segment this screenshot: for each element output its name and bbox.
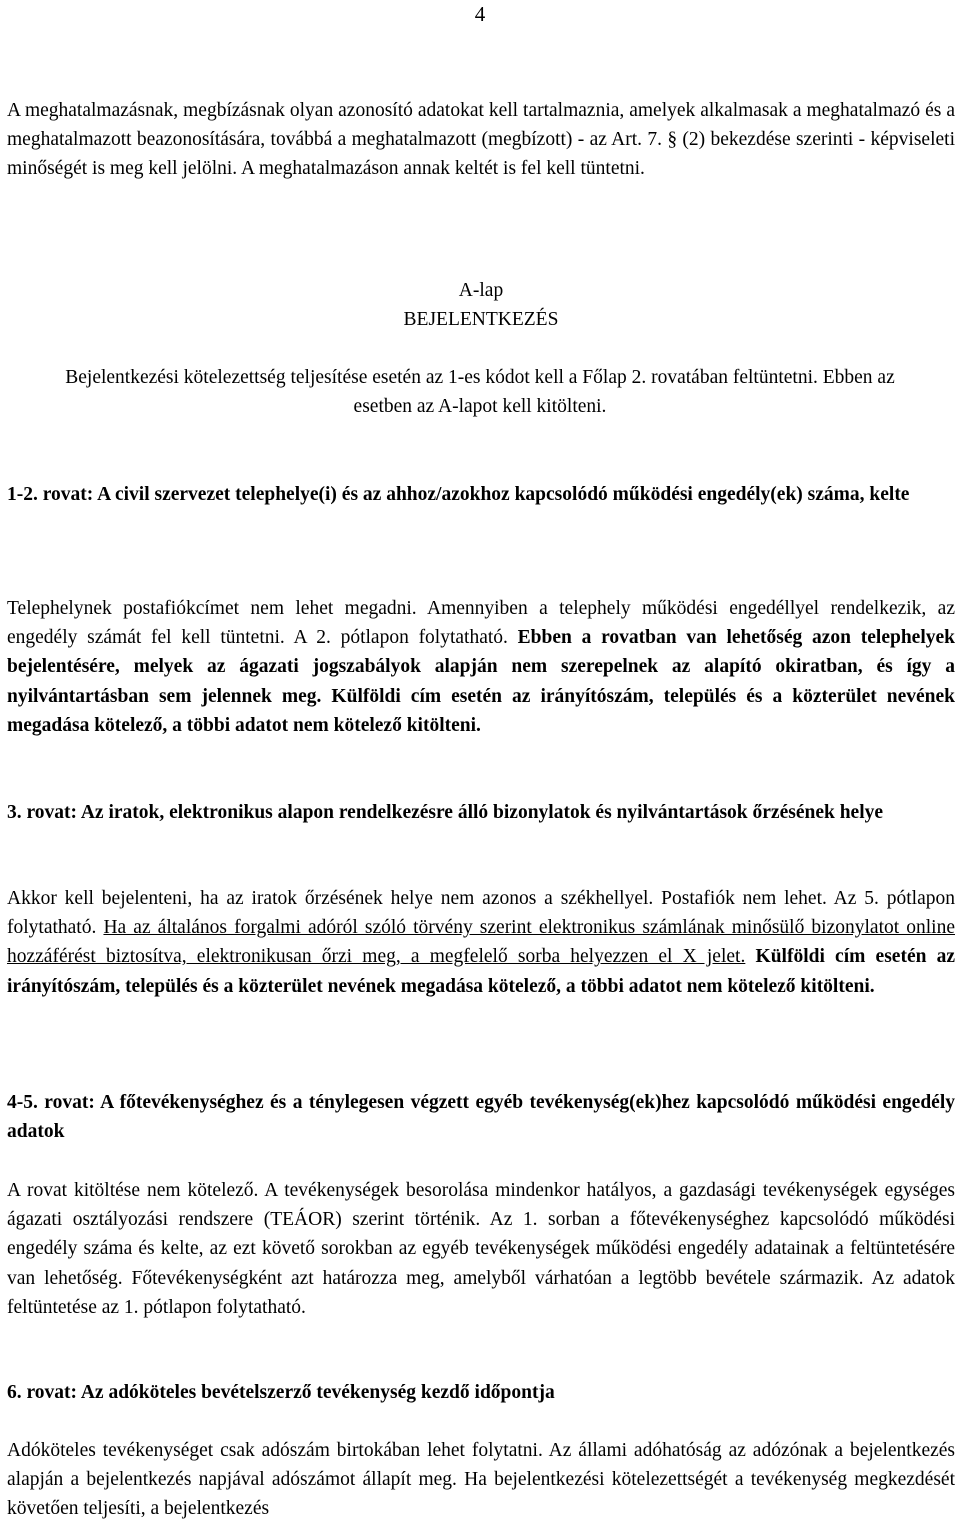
alap-title: A-lap: [458, 280, 504, 301]
alap-subtitle: BEJELENTKEZÉS: [403, 309, 559, 330]
paragraph-rovat-6: Adóköteles tevékenységet csak adószám birtokában lehet folytatni. Az állami adóhatóság az adózónak a bejelentkezés alapján a bejelentkezés napjával adószámot állapít meg. Ha bejelentkezési kötelezettségét a tevékenység megkezdését követően teljesíti, a bejelentkezés: [7, 1440, 955, 1520]
paragraph-rovat-1-2-bold: Ebben a rovatban van lehetőség azon telephelyek bejelentésére, melyek az ágazati jogszabályok alapján nem szerepelnek az alapító okiratban, és így a nyilvántartásban sem jelennek meg. Külföldi cím esetén az irányítószám, település és a közterület nevének megadása kötelező, a többi adatot nem kötelező kitölteni.: [7, 627, 955, 736]
heading-rovat-4-5: 4-5. rovat: A főtevékenységhez és a ténylegesen végzett egyéb tevékenység(ek)hez kapcsolódó működési engedély adatok: [7, 1092, 955, 1143]
paragraph-rovat-3: [7, 884, 955, 1001]
paragraph-rovat-1-2: [7, 594, 955, 740]
heading-rovat-3: 3. rovat: Az iratok, elektronikus alapon rendelkezésre álló bizonylatok és nyilvántartások őrzésének helye: [7, 802, 884, 823]
heading-rovat-6: 6. rovat: Az adóköteles bevételszerző tevékenység kezdő időpontja: [7, 1382, 555, 1403]
paragraph-rovat-4-5: A rovat kitöltése nem kötelező. A tevékenységek besorolása mindenkor hatályos, a gazdasági tevékenységek egységes ágazati osztályozási rendszere (TEÁOR) szerint történik. Az 1. sorban a főtevékenységhez kapcsolódó működési engedély száma és kelte, az ezt követő sorokban az egyéb tevékenységek működési engedély adatainak a feltüntetésére van lehetőség. Főtevékenységként azt határozza meg, amelyből várhatóan a legtöbb bevétele származik. Az adatok feltüntetése az 1. pótlapon folytatható.: [7, 1180, 955, 1318]
alap-text: Bejelentkezési kötelezettség teljesítése esetén az 1-es kódot kell a Főlap 2. rovatában feltüntetni. Ebben az esetben az A-lapot kell kitölteni.: [65, 367, 895, 418]
paragraph-rovat-3-underline: Ha az általános forgalmi adóról szóló törvény szerint elektronikus számlának minősülő bizonylatot online hozzáférést biztosítva, elektronikusan őrzi meg, a megfelelő sorba helyezzen el X jelet.: [7, 917, 955, 968]
paragraph-rovat-3-normal: Akkor kell bejelenteni, ha az iratok őrzésének helye nem azonos a székhellyel. Postafiók nem lehet. Az 5. pótlapon folytatható.: [7, 888, 955, 939]
page-number: 4: [474, 2, 486, 26]
paragraph-rovat-3-bold: Külföldi cím esetén az irányítószám, település és a közterület nevének megadása kötelező, a többi adatot nem kötelező kitölteni.: [7, 946, 956, 997]
heading-rovat-1-2: 1-2. rovat: A civil szervezet telephelye(i) és az ahhoz/azokhoz kapcsolódó működési engedély(ek) száma, kelte: [7, 484, 910, 505]
intro-paragraph: A meghatalmazásnak, megbízásnak olyan azonosító adatokat kell tartalmaznia, amelyek alkalmasak a meghatalmazó és a meghatalmazott beazonosítására, továbbá a meghatalmazott (megbízott) - az Art. 7. § (2) bekezdése szerinti - képviseleti minőségét is meg kell jelölni. A meghatalmazáson annak keltét is fel kell tüntetni.: [7, 100, 955, 180]
paragraph-rovat-1-2-normal: Telephelynek postafiókcímet nem lehet megadni. Amennyiben a telephely működési engedéllyel rendelkezik, az engedély számát fel kell tüntetni. A 2. pótlapon folytatható.: [7, 598, 955, 649]
